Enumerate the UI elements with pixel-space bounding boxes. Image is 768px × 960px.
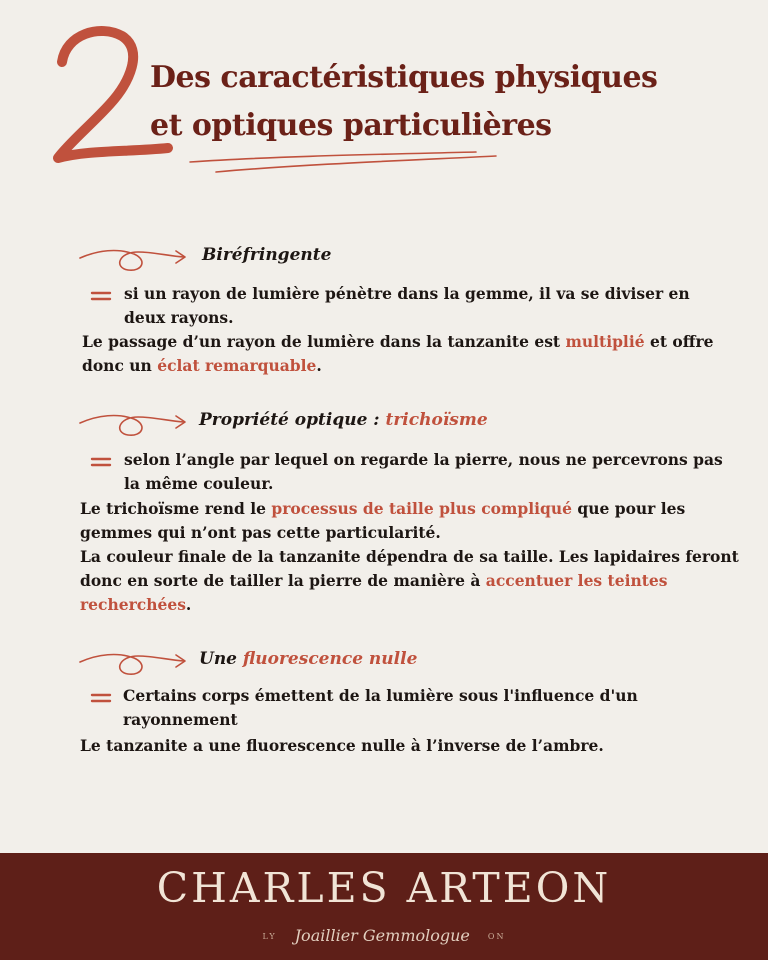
bullet-line-1: Certains corps émettent de la lumière sous l'influence d'un [123, 686, 638, 705]
highlight-text: éclat remarquable [157, 356, 317, 375]
text-run: . [316, 356, 322, 375]
tagline-right-mark: ON [487, 931, 506, 941]
bullet-line-1: selon l’angle par lequel on regarde la pierre, nous ne percevrons pas [124, 450, 723, 469]
text-run: Le passage d’un rayon de lumière dans la tanzanite est [82, 332, 566, 351]
text-run: et offre [644, 332, 714, 351]
title-line-1: Des caractéristiques physiques [150, 60, 658, 95]
bullet-text [124, 282, 690, 330]
brand-tagline: Joaillier Gemmologue [294, 926, 470, 945]
text-run: . [185, 595, 192, 614]
highlight-text: accentuer les teintes [485, 571, 668, 590]
section-heading [202, 245, 331, 265]
bullet-line-2: deux rayons. [124, 308, 234, 327]
text-run: La couleur finale de la tanzanite dépendra de sa taille. Les lapidaires feront [80, 547, 739, 566]
section-heading [199, 410, 488, 430]
brand-tagline-row [0, 925, 768, 948]
heading-highlight: trichoïsme [385, 410, 488, 430]
body-paragraph [80, 497, 739, 617]
bullet-text [124, 448, 723, 496]
highlight-text: recherchées [80, 595, 186, 614]
brand-logo-text: CHARLES ARTEON [156, 864, 612, 912]
highlight-text: processus de taille plus compliqué [271, 499, 572, 518]
text-run: Le trichoïsme rend le [80, 499, 272, 518]
text-run: Le tanzanite a une fluorescence nulle à l’inverse de l’ambre. [80, 736, 604, 755]
swirl-arrow-icon [78, 409, 190, 439]
heading-text: Biréfringente [202, 245, 332, 265]
body-paragraph [80, 734, 604, 758]
text-run: gemmes qui n’ont pas cette particularité. [80, 523, 441, 542]
text-run: donc en sorte de tailler la pierre de manière à [80, 571, 486, 590]
swirl-arrow-icon [78, 648, 190, 678]
heading-text: Propriété optique : [199, 410, 386, 430]
equals-bullet-icon [90, 291, 112, 301]
title-underline-decoration [186, 150, 500, 178]
heading-text: Une [199, 649, 243, 669]
equals-bullet-icon [90, 693, 112, 703]
text-run: que pour les [571, 499, 686, 518]
bullet-line-2: rayonnement [123, 710, 238, 729]
page-title [150, 54, 657, 150]
text-run: donc un [82, 356, 158, 375]
footer-banner [0, 853, 768, 960]
title-line-2: et optiques particulières [150, 108, 552, 143]
equals-bullet-icon [90, 457, 112, 467]
body-paragraph [82, 330, 713, 378]
highlight-text: multiplié [565, 332, 645, 351]
bullet-text [123, 684, 638, 732]
section-heading [199, 649, 417, 669]
bullet-line-1: si un rayon de lumière pénètre dans la gemme, il va se diviser en [124, 284, 690, 303]
tagline-left-mark: LY [262, 931, 277, 941]
bullet-line-2: la même couleur. [124, 474, 274, 493]
heading-highlight: fluorescence nulle [242, 649, 418, 669]
swirl-arrow-icon [78, 244, 190, 274]
